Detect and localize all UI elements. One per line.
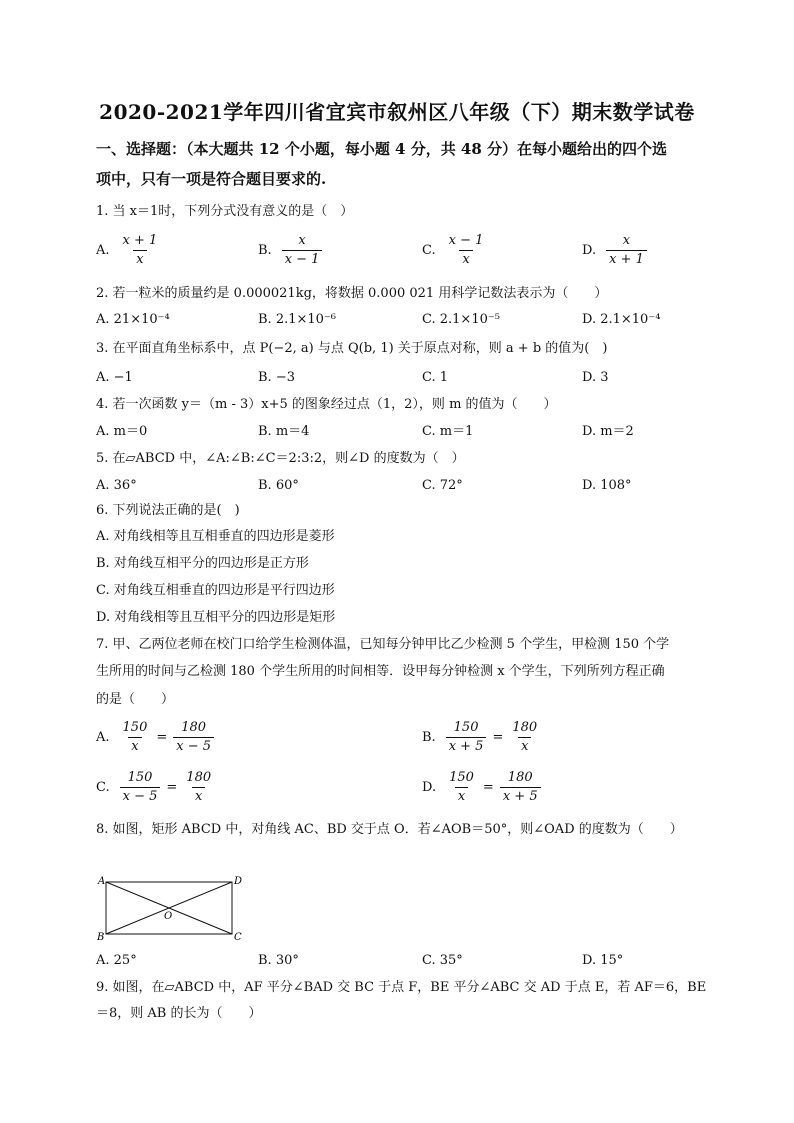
- q7-option-c: [96, 769, 218, 806]
- numerator: 180: [186, 770, 212, 785]
- q4-option-c: C. m＝1: [422, 424, 474, 439]
- vertex-label-b: B: [97, 932, 105, 943]
- denominator: x + 1: [606, 250, 647, 269]
- vertex-label-d: D: [234, 876, 243, 887]
- denominator: x: [192, 787, 205, 806]
- fraction-right: [173, 719, 214, 756]
- fraction: [446, 232, 487, 269]
- q2-option-a: A. 21×10⁻⁴: [96, 312, 170, 327]
- denominator: x: [133, 250, 146, 269]
- q7-stem-line3: 的是（ ）: [96, 692, 175, 707]
- numerator: x − 1: [448, 233, 484, 248]
- q8-option-c: C. 35°: [422, 953, 463, 968]
- denominator: x: [518, 737, 531, 756]
- denominator: x − 5: [120, 787, 161, 806]
- q3-stem: 3. 在平面直角坐标系中，点 P(−2, a) 与点 Q(b, 1) 关于原点对称，则 a + b 的值为( ): [96, 341, 608, 356]
- equals-sign: =: [156, 730, 168, 745]
- q9-stem-line1: 9. 如图，在▱ABCD 中，AF 平分∠BAD 交 BC 于点 F，BE 平分∠ABC 交 AD 于点 E，若 AF＝6，BE: [96, 980, 707, 995]
- denominator: x + 5: [500, 787, 541, 806]
- q1-option-a: [96, 232, 164, 269]
- numerator: x + 1: [122, 233, 158, 248]
- option-label: D.: [582, 243, 597, 258]
- q2-stem: 2. 若一粒米的质量约是 0.000021kg，将数据 0.000 021 用科学记数法表示为（ ）: [96, 286, 608, 301]
- q7-option-b: [422, 719, 544, 756]
- q5-option-a: A. 36°: [96, 478, 137, 493]
- fraction-right: [500, 769, 541, 806]
- q5-stem: 5. 在▱ABCD 中，∠A:∠B:∠C＝2:3:2，则∠D 的度数为（ ）: [96, 451, 465, 466]
- section-heading-line1: 一、选择题：（本大题共 12 个小题，每小题 4 分，共 48 分）在每小题给出的四个选: [96, 140, 668, 158]
- q8-option-a: A. 25°: [96, 953, 137, 968]
- q7-option-a: [96, 719, 218, 756]
- q4-option-d: D. m＝2: [582, 424, 634, 439]
- option-label: B.: [422, 730, 436, 745]
- q3-option-b: B. −3: [258, 370, 295, 385]
- numerator: 180: [512, 720, 538, 735]
- section-heading-line2: 项中，只有一项是符合题目要求的.: [96, 170, 327, 188]
- option-label: B.: [258, 243, 272, 258]
- q6-option-d: D. 对角线相等且互相平分的四边形是矩形: [96, 610, 336, 625]
- fraction: [282, 232, 323, 269]
- q1-stem: 1. 当 x＝1时，下列分式没有意义的是（ ）: [96, 204, 354, 219]
- fraction: [120, 232, 161, 269]
- numerator: 150: [449, 770, 474, 785]
- equals-sign: =: [492, 730, 504, 745]
- q7-stem-line2: 生所用的时间与乙检测 180 个学生所用的时间相等．设甲每分钟检测 x 个学生，下列所列方程正确: [96, 664, 665, 679]
- q6-option-a: A. 对角线相等且互相垂直的四边形是菱形: [96, 529, 335, 544]
- denominator: x: [128, 737, 141, 756]
- q4-option-a: A. m＝0: [96, 424, 148, 439]
- fraction-right: [183, 769, 214, 806]
- q6-stem: 6. 下列说法正确的是( ): [96, 503, 240, 518]
- option-label: C.: [96, 780, 110, 795]
- q3-option-d: D. 3: [582, 370, 609, 385]
- q2-option-d: D. 2.1×10⁻⁴: [582, 312, 661, 327]
- q8-option-d: D. 15°: [582, 953, 624, 968]
- fraction-left: [446, 769, 477, 806]
- q5-option-b: B. 60°: [258, 478, 299, 493]
- q4-option-b: B. m＝4: [258, 424, 310, 439]
- denominator: x − 1: [282, 250, 323, 269]
- fraction-left: [446, 719, 487, 756]
- q9-stem-line2: ＝8，则 AB 的长为（ ）: [96, 1006, 262, 1021]
- q3-option-a: A. −1: [96, 370, 133, 385]
- equals-sign: =: [166, 780, 178, 795]
- q3-option-c: C. 1: [422, 370, 449, 385]
- fraction: [606, 232, 647, 269]
- rectangle-diagram: [92, 870, 252, 946]
- q1-option-d: [582, 232, 651, 269]
- vertex-label-a: A: [98, 876, 106, 887]
- q8-stem: 8. 如图，矩形 ABCD 中，对角线 AC、BD 交于点 O．若∠AOB＝50°，则∠OAD 的度数为（ ）: [96, 822, 683, 837]
- center-label-o: O: [164, 911, 173, 922]
- denominator: x: [455, 787, 468, 806]
- q2-option-c: C. 2.1×10⁻⁵: [422, 312, 500, 327]
- denominator: x + 5: [446, 737, 487, 756]
- q7-option-d: [422, 769, 545, 806]
- fraction-right: [509, 719, 540, 756]
- fraction-left: [120, 769, 161, 806]
- q5-option-d: D. 108°: [582, 478, 632, 493]
- option-label: A.: [96, 243, 110, 258]
- q1-option-b: [258, 232, 326, 269]
- q5-option-c: C. 72°: [422, 478, 463, 493]
- q8-option-b: B. 30°: [258, 953, 299, 968]
- q6-option-c: C. 对角线互相垂直的四边形是平行四边形: [96, 583, 335, 598]
- q1-option-c: [422, 232, 490, 269]
- option-label: C.: [422, 243, 436, 258]
- numerator: 150: [453, 720, 479, 735]
- denominator: x: [459, 250, 472, 269]
- denominator: x − 5: [173, 737, 214, 756]
- numerator: 180: [181, 720, 207, 735]
- numerator: 180: [507, 770, 533, 785]
- q2-option-b: B. 2.1×10⁻⁶: [258, 312, 336, 327]
- numerator: x: [622, 233, 631, 248]
- vertex-label-c: C: [234, 932, 242, 943]
- fraction-left: [120, 719, 151, 756]
- equals-sign: =: [482, 780, 494, 795]
- option-label: A.: [96, 730, 110, 745]
- q7-stem-line1: 7. 甲、乙两位老师在校门口给学生检测体温，已知每分钟甲比乙少检测 5 个学生，甲检测 150 个学: [96, 637, 670, 652]
- page-title: 2020-2021学年四川省宜宾市叙州区八年级（下）期末数学试卷: [99, 100, 695, 124]
- option-label: D.: [422, 780, 437, 795]
- q4-stem: 4. 若一次函数 y＝（m - 3）x+5 的图象经过点（1，2），则 m 的值为（ ）: [96, 397, 557, 412]
- q6-option-b: B. 对角线互相平分的四边形是正方形: [96, 556, 309, 571]
- numerator: 150: [127, 770, 153, 785]
- numerator: x: [298, 233, 306, 248]
- numerator: 150: [122, 720, 148, 735]
